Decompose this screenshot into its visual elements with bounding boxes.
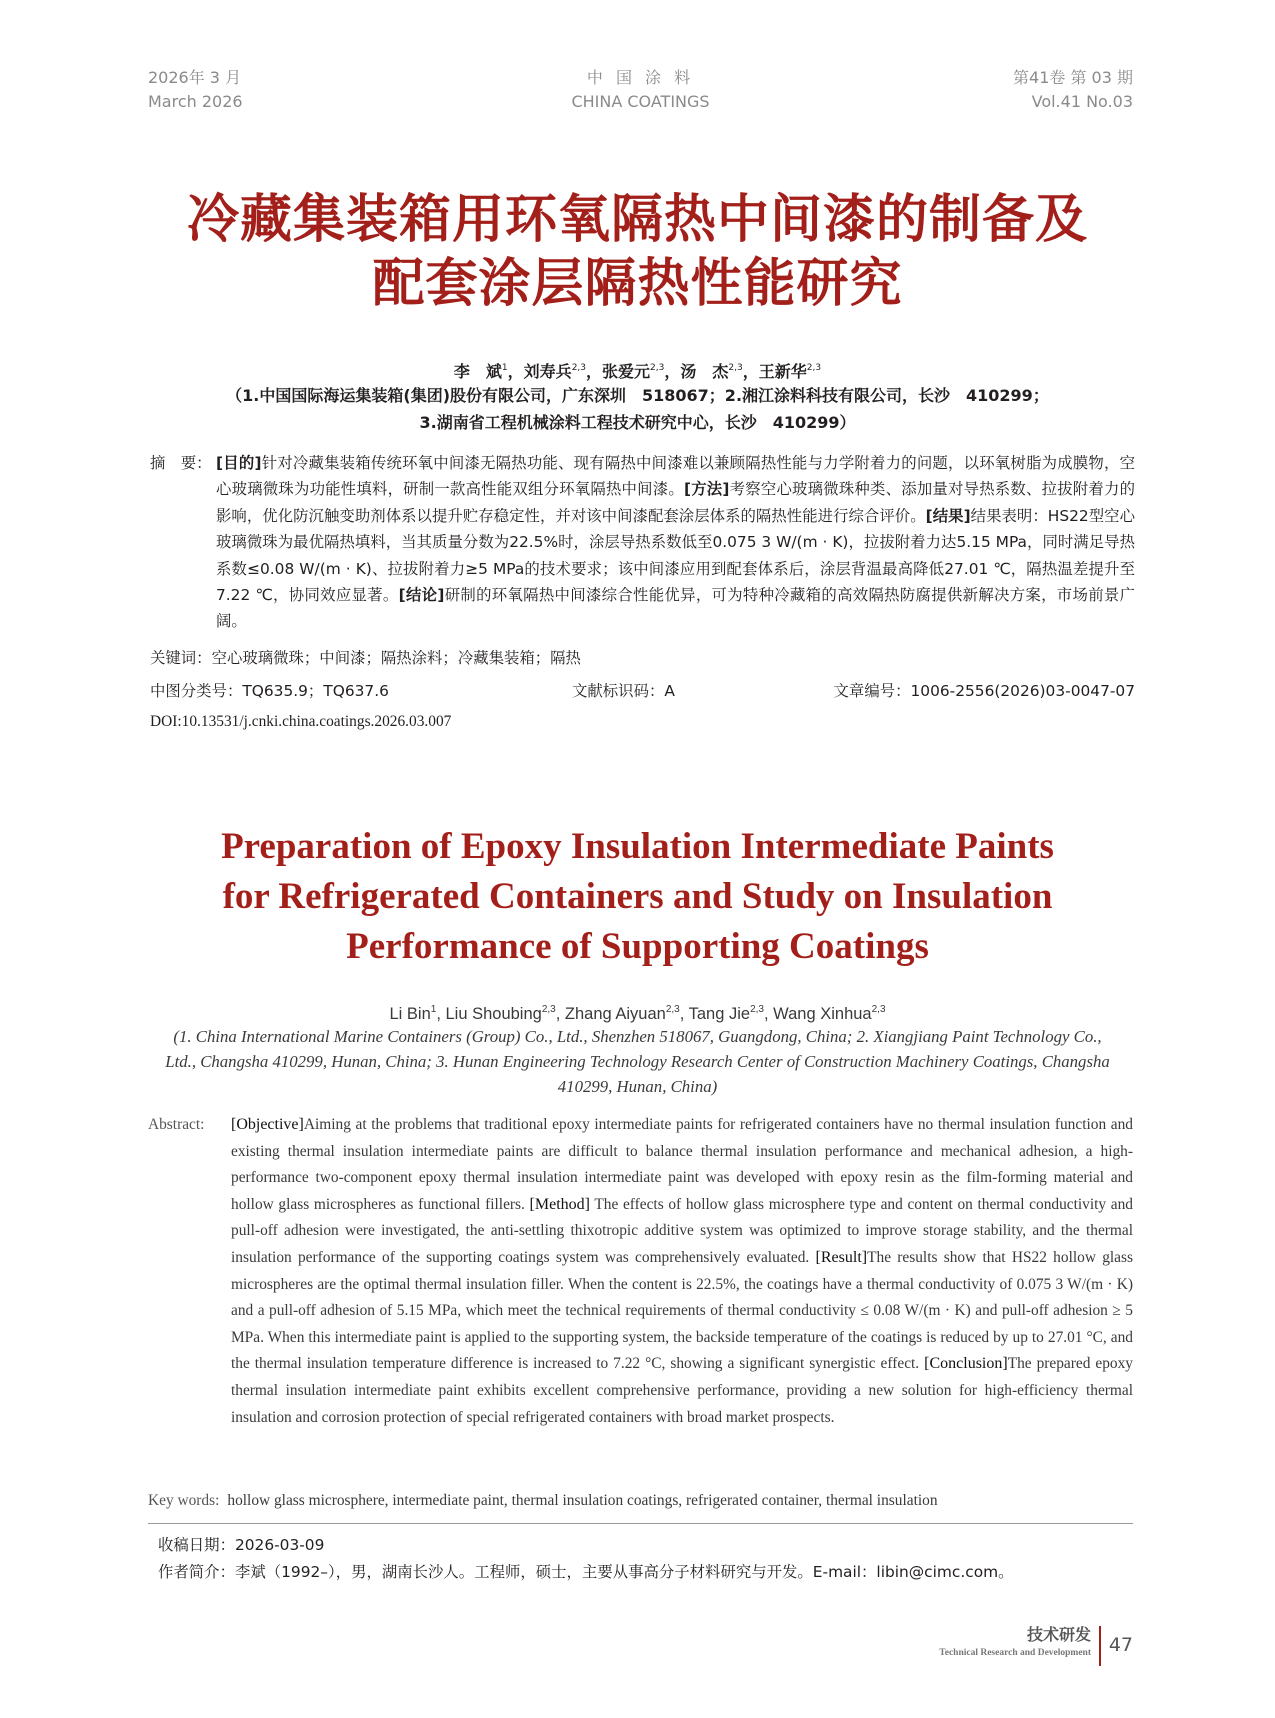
abstract-tag-result: [Result] bbox=[815, 1248, 868, 1266]
author-name: 王新华 bbox=[758, 362, 807, 381]
abstract-tag-method: [Method] bbox=[529, 1195, 590, 1213]
abstract-conclusion: 研制的环氧隔热中间漆综合性能优异，可为特种冷藏箱的高效隔热防腐提供新解决方案，市场前景广阔。 bbox=[216, 586, 1135, 631]
header-journal-en: CHINA COATINGS bbox=[571, 92, 710, 111]
author-affiliation-mark: 2,3 bbox=[571, 363, 587, 373]
header-journal bbox=[148, 66, 1133, 114]
chinese-title bbox=[100, 188, 1175, 316]
header-volume-cn: 第41卷 第 03 期 bbox=[1013, 68, 1133, 87]
author-affiliation-mark: 1 bbox=[501, 363, 508, 373]
abstract-objective: 针对冷藏集装箱传统环氧中间漆无隔热功能、现有隔热中间漆难以兼顾隔热性能与力学附着力的问题，以环氧树脂为成膜物，空心玻璃微珠为功能性填料，研制一款高性能双组分环氧隔热中间漆。 bbox=[216, 454, 1135, 499]
footnote-divider bbox=[148, 1523, 1133, 1524]
header-journal-cn: 中 国 涂 料 bbox=[586, 68, 695, 87]
author-name: Li Bin bbox=[389, 1005, 431, 1023]
author-affiliation-mark: 2,3 bbox=[541, 1004, 556, 1015]
abstract-tag-conclusion: [Conclusion] bbox=[924, 1355, 1008, 1373]
page-number: 47 bbox=[1108, 1634, 1133, 1656]
author-name: Zhang Aiyuan bbox=[564, 1005, 666, 1023]
author-affiliation-mark: 2,3 bbox=[871, 1004, 886, 1015]
author-name: 李 斌 bbox=[453, 362, 502, 381]
footer-divider-bar bbox=[1099, 1626, 1101, 1666]
abstract-result: The results show that HS22 hollow glass microspheres are the optimal thermal insulation filler. When the content is 22.5%, the coatings have a thermal conductivity of 0.075 3 W/(m · K) and a pull-off adhesion of 5.15 MPa, which meet the technical requirements of thermal conductivity ≤ 0.08 W/(m · K) and pull-off adhesion ≥ 5 MPa. When this intermediate paint is applied to the supporting system, the backside temperature of the coatings is reduced by up to 27.01 °C, and the thermal insulation temperature difference is increased to 7.22 °C, showing a significant synergistic effect. bbox=[231, 1248, 1133, 1373]
footer-section bbox=[939, 1624, 1091, 1660]
author-name: 张爱元 bbox=[602, 362, 651, 381]
abstract-tag-objective: [目的] bbox=[216, 454, 262, 472]
abstract-tag-method: [方法] bbox=[683, 480, 730, 499]
abstract-conclusion: The prepared epoxy thermal insulation intermediate paint exhibits excellent comprehensive performance, providing a new solution for high-efficiency thermal insulation and corrosion protection of special refrigerated containers with broad market prospects. bbox=[231, 1355, 1133, 1426]
english-abstract-label: Abstract: bbox=[148, 1116, 205, 1133]
received-date: 收稿日期：2026-03-09 bbox=[158, 1536, 325, 1554]
english-keywords-label: Key words: bbox=[148, 1492, 220, 1509]
header-volume bbox=[1013, 66, 1133, 114]
footer-section-en: Technical Research and Development bbox=[939, 1648, 1091, 1658]
chinese-abstract-body bbox=[216, 450, 1135, 635]
author-affiliation-mark: 2,3 bbox=[650, 363, 665, 373]
chinese-title-line-1: 冷藏集装箱用环氧隔热中间漆的制备及 bbox=[186, 190, 1088, 250]
author-name: Tang Jie bbox=[688, 1005, 751, 1023]
abstract-objective: Aiming at the problems that traditional epoxy intermediate paints for refrigerated containers have no thermal insulation function and existing thermal insulation intermediate paints are difficult to balance thermal insulation performance and mechanical adhesion, a high-performance two-component epoxy thermal insulation intermediate paint was developed with epoxy resin as the film-forming material and hollow glass microspheres as functional fillers. bbox=[231, 1116, 1133, 1213]
author-affiliation-mark: 2,3 bbox=[806, 363, 822, 373]
english-title-line-2: for Refrigerated Containers and Study on Insulation bbox=[222, 876, 1053, 917]
author-bio: 作者简介：李斌（1992–），男，湖南长沙人。工程师，硕士，主要从事高分子材料研究与开发。E-mail：libin@cimc.com。 bbox=[158, 1563, 1014, 1581]
english-authors: Li Bin$^1$, Liu Shoubing$^{2,3}$, Zhang Aiyuan$^{2,3}$, Tang Jie$^{2,3}$, Wang Xinhua$^{2,3}$ bbox=[389, 1004, 886, 1023]
author-affiliation-mark: 2,3 bbox=[750, 1004, 764, 1015]
english-abstract bbox=[148, 1112, 1133, 1431]
english-title-line-1: Preparation of Epoxy Insulation Intermediate Paints bbox=[221, 826, 1054, 867]
header-volume-en: Vol.41 No.03 bbox=[1031, 92, 1133, 111]
english-affiliations: (1. China International Marine Containers (Group) Co., Ltd., Shenzhen 518067, Guangdong, China; 2. Xiangjiang Paint Technology Co., Ltd., Changsha 410299, Hunan, China; 3. Hunan Engineering Technology Research Center of Construction Machinery Coatings, Changsha 410299, Hunan, China) bbox=[165, 1027, 1110, 1096]
author-name: Liu Shoubing bbox=[445, 1005, 542, 1023]
doi[interactable]: DOI:10.13531/j.cnki.china.coatings.2026.03.007 bbox=[150, 713, 452, 730]
abstract-tag-objective: [Objective] bbox=[231, 1116, 304, 1133]
author-name: 汤 杰 bbox=[680, 362, 729, 381]
author-name: Wang Xinhua bbox=[773, 1005, 872, 1023]
author-affiliation-mark: 1 bbox=[430, 1004, 437, 1015]
author-name: 刘寿兵 bbox=[523, 362, 572, 381]
abstract-method: 考察空心玻璃微珠种类、添加量对导热系数、拉拔附着力的影响，优化防沉触变助剂体系以提升贮存稳定性，并对该中间漆配套涂层体系的隔热性能进行综合评价。 bbox=[216, 480, 1135, 525]
english-keywords-text: hollow glass microsphere, intermediate paint, thermal insulation coatings, refrigerated container, thermal insulation bbox=[227, 1492, 938, 1509]
abstract-method: The effects of hollow glass microsphere type and content on thermal conductivity and pull-off adhesion were investigated, the anti-settling thixotropic additive system was optimized to improve storage stability, and the thermal insulation performance of the supporting coatings system was comprehensively evaluated. bbox=[231, 1195, 1133, 1266]
classification-row bbox=[150, 679, 1135, 703]
chinese-affiliation-line-2: 3.湖南省工程机械涂料工程技术研究中心，长沙 410299） bbox=[419, 413, 856, 432]
running-header bbox=[148, 66, 1133, 118]
english-title-line-3: Performance of Supporting Coatings bbox=[346, 926, 929, 967]
chinese-affiliations bbox=[120, 382, 1155, 436]
english-abstract-body bbox=[231, 1112, 1133, 1431]
chinese-keywords: 关键词：空心玻璃微珠；中间漆；隔热涂料；冷藏集装箱；隔热 bbox=[150, 649, 581, 667]
chinese-affiliation-line-1: （1.中国国际海运集装箱(集团)股份有限公司，广东深圳 518067；2.湘江涂料科技有限公司，长沙 410299； bbox=[226, 386, 1049, 405]
chinese-authors: 李 斌$^1$，刘寿兵$^{2,3}$，张爱元$^{2,3}$，汤 杰$^{2,3}$，王新华$^{2,3}$ bbox=[453, 362, 822, 381]
chinese-title-line-2: 配套涂层隔热性能研究 bbox=[372, 254, 903, 314]
chinese-abstract-label: 摘 要： bbox=[150, 454, 212, 472]
clc-number: 中图分类号：TQ635.9；TQ637.6 bbox=[150, 682, 389, 700]
chinese-abstract bbox=[150, 450, 1135, 635]
author-affiliation-mark: 2,3 bbox=[665, 1004, 680, 1015]
english-keywords bbox=[148, 1489, 1133, 1513]
english-title bbox=[100, 822, 1175, 972]
article-number: 文章编号：1006-2556(2026)03-0047-07 bbox=[833, 682, 1135, 700]
abstract-tag-conclusion: [结论] bbox=[398, 586, 445, 605]
abstract-tag-result: [结果] bbox=[925, 506, 971, 525]
header-date-en: March 2026 bbox=[148, 92, 243, 111]
author-affiliation-mark: 2,3 bbox=[728, 363, 743, 373]
footer-section-cn: 技术研发 bbox=[1026, 1625, 1091, 1644]
header-date-cn: 2026年 3 月 bbox=[148, 68, 242, 87]
abstract-result: 结果表明：HS22型空心玻璃微珠为最优隔热填料，当其质量分数为22.5%时，涂层导热系数低至0.075 3 W/(m · K)，拉拔附着力达5.15 MPa，同时满足导热系数≤0.08 W/(m · K)、拉拔附着力≥5 MPa的技术要求；该中间漆应用到配套体系后，涂层背温最高降低27.01 ℃，隔热温差提升至7.22 ℃，协同效应显著。 bbox=[216, 506, 1135, 605]
document-code: 文献标识码：A bbox=[572, 682, 675, 700]
